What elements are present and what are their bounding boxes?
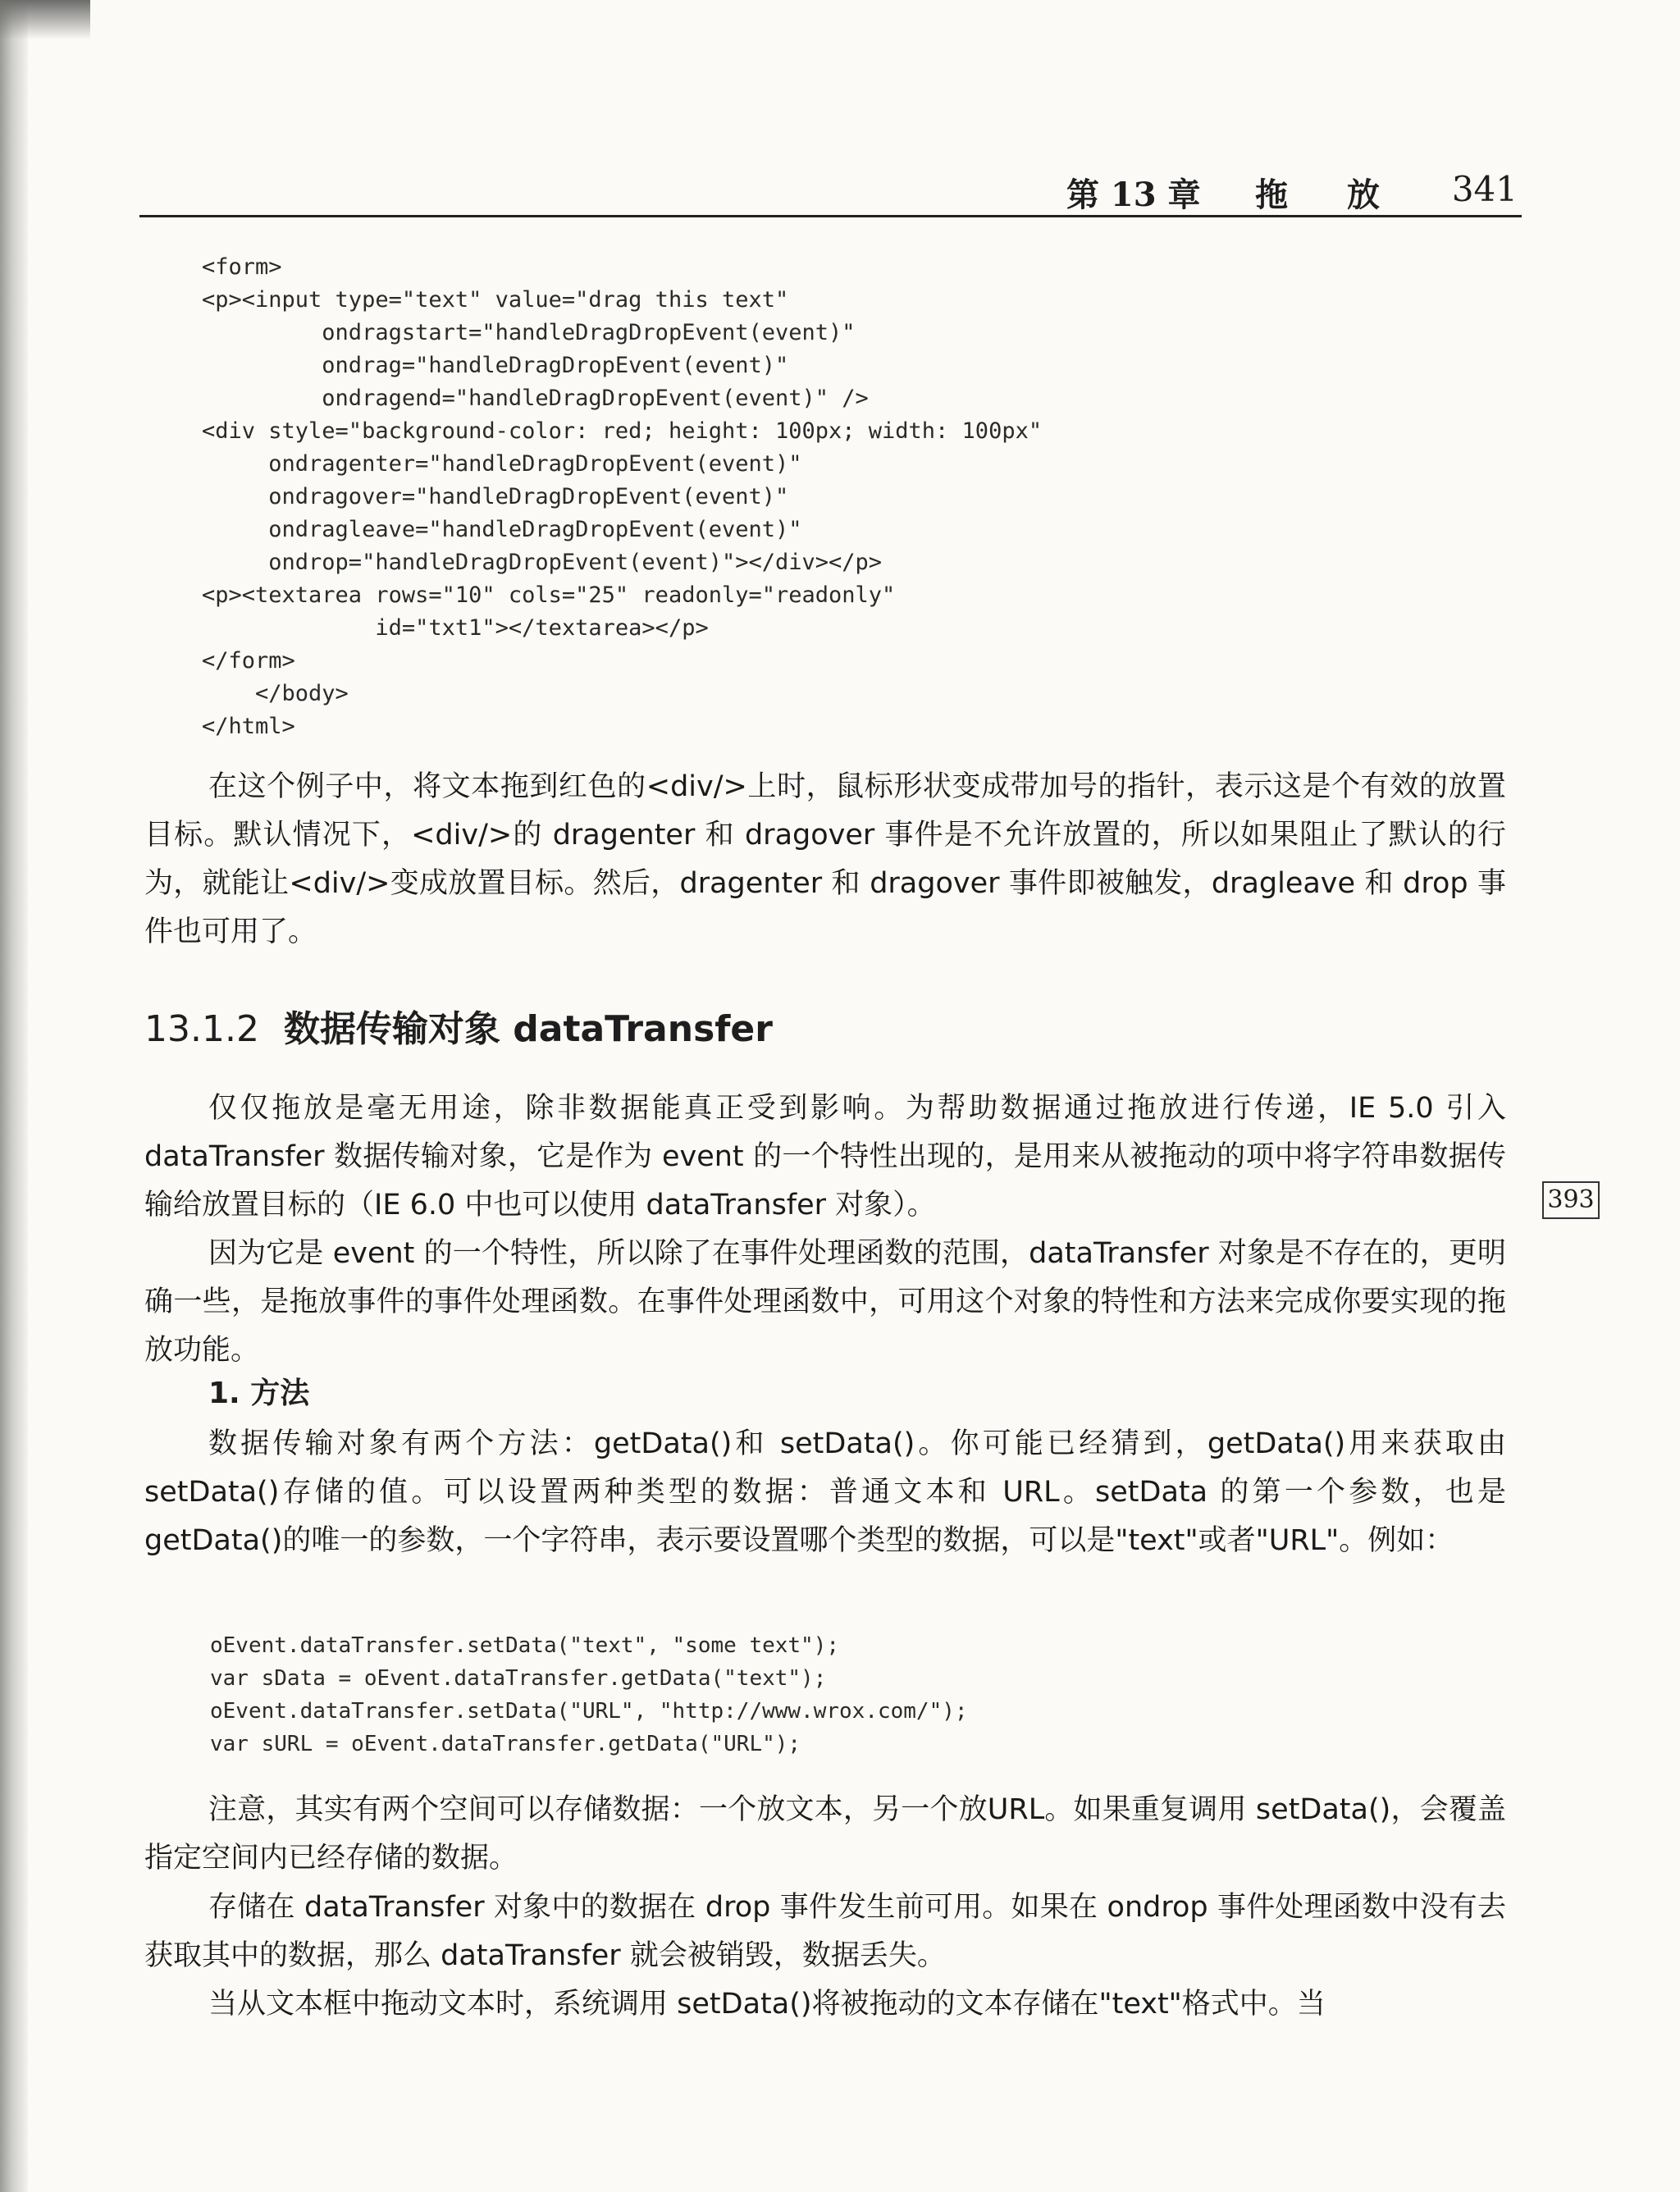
paragraph-drag-example: 在这个例子中，将文本拖到红色的<div/>上时，鼠标形状变成带加号的指针，表示这是个有效的放置目标。默认情况下，<div/>的 dragenter 和 dragover 事件是不允许放置的，所以如果阻止了默认的行为，就能让<div/>变成放置目标。然后，dragenter 和 dragover 事件即被触发，dragleave 和 drop 事件也可用了。 bbox=[144, 770, 1506, 948]
code-line: </body> bbox=[202, 681, 349, 706]
code-line: ondragleave="handleDragDropEvent(event)" bbox=[202, 517, 802, 542]
code-line: <p><input type="text" value="drag this text" bbox=[202, 287, 789, 313]
code-line: ondragover="handleDragDropEvent(event)" bbox=[202, 484, 789, 509]
code-block-js bbox=[210, 1629, 968, 1760]
running-header bbox=[1066, 162, 1526, 213]
code-line: id="txt1"></textarea></p> bbox=[202, 615, 709, 641]
section-heading bbox=[144, 999, 773, 1052]
paragraph-methods: 数据传输对象有两个方法：getData()和 setData()。你可能已经猜到，getData()用来获取由 setData()存储的值。可以设置两种类型的数据：普通文本和 URL。setData 的第一个参数，也是 getData()的唯一的参数，一个字符串，表示要设置哪个类型的数据，可以是"text"或者"URL"。例如： bbox=[144, 1427, 1506, 1557]
chapter-title: 拖放 bbox=[1255, 176, 1439, 214]
code-line: ondragenter="handleDragDropEvent(event)" bbox=[202, 451, 802, 477]
header-rule bbox=[139, 215, 1522, 217]
code-line: ondragend="handleDragDropEvent(event)" /> bbox=[202, 386, 869, 411]
paragraph-storage-note: 注意，其实有两个空间可以存储数据：一个放文本，另一个放URL。如果重复调用 setData()，会覆盖指定空间内已经存储的数据。 bbox=[144, 1793, 1506, 1875]
code-line: oEvent.dataTransfer.setData("text", "some text"); bbox=[210, 1633, 840, 1658]
page-number: 341 bbox=[1451, 169, 1518, 209]
code-line: var sURL = oEvent.dataTransfer.getData("URL"); bbox=[210, 1732, 801, 1756]
margin-page-reference: 393 bbox=[1542, 1181, 1600, 1219]
paragraph-datatransfer-intro: 仅仅拖放是毫无用途，除非数据能真正受到影响。为帮助数据通过拖放进行传递，IE 5.0 引入 dataTransfer 数据传输对象，它是作为 event 的一个特性出现的，是用来从被拖动的项中将字符串数据传输给放置目标的（IE 6.0 中也可以使用 dataTransfer 对象）。 bbox=[144, 1092, 1506, 1222]
subheading-methods: 1. 方法 bbox=[208, 1377, 310, 1410]
code-line: <div style="background-color: red; height: 100px; width: 100px" bbox=[202, 418, 1043, 444]
code-block-html bbox=[202, 251, 1042, 743]
code-line: ondrop="handleDragDropEvent(event)"></div></p> bbox=[202, 550, 883, 575]
code-line: <form> bbox=[202, 254, 282, 280]
code-line: var sData = oEvent.dataTransfer.getData("text"); bbox=[210, 1666, 827, 1691]
code-line: </form> bbox=[202, 648, 295, 674]
chapter-label: 第 13 章 bbox=[1066, 176, 1201, 214]
code-line: </html> bbox=[202, 714, 295, 739]
section-title: 数据传输对象 dataTransfer bbox=[283, 1008, 773, 1050]
code-line: ondrag="handleDragDropEvent(event)" bbox=[202, 353, 789, 378]
code-line: ondragstart="handleDragDropEvent(event)" bbox=[202, 320, 856, 345]
paragraph-drop-availability: 存储在 dataTransfer 对象中的数据在 drop 事件发生前可用。如果在 ondrop 事件处理函数中没有去获取其中的数据，那么 dataTransfer 就会被销毁，数据丢失。 bbox=[144, 1891, 1506, 1972]
section-number: 13.1.2 bbox=[144, 1008, 259, 1050]
code-line: oEvent.dataTransfer.setData("URL", "http://www.wrox.com/"); bbox=[210, 1699, 968, 1724]
paragraph-event-property: 因为它是 event 的一个特性，所以除了在事件处理函数的范围，dataTransfer 对象是不存在的，更明确一些，是拖放事件的事件处理函数。在事件处理函数中，可用这个对象的特性和方法来完成你要实现的拖放功能。 bbox=[144, 1237, 1506, 1367]
code-line: <p><textarea rows="10" cols="25" readonly="readonly" bbox=[202, 582, 896, 608]
paragraph-textbox-drag: 当从文本框中拖动文本时，系统调用 setData()将被拖动的文本存储在"text"格式中。当 bbox=[208, 1988, 1326, 2021]
